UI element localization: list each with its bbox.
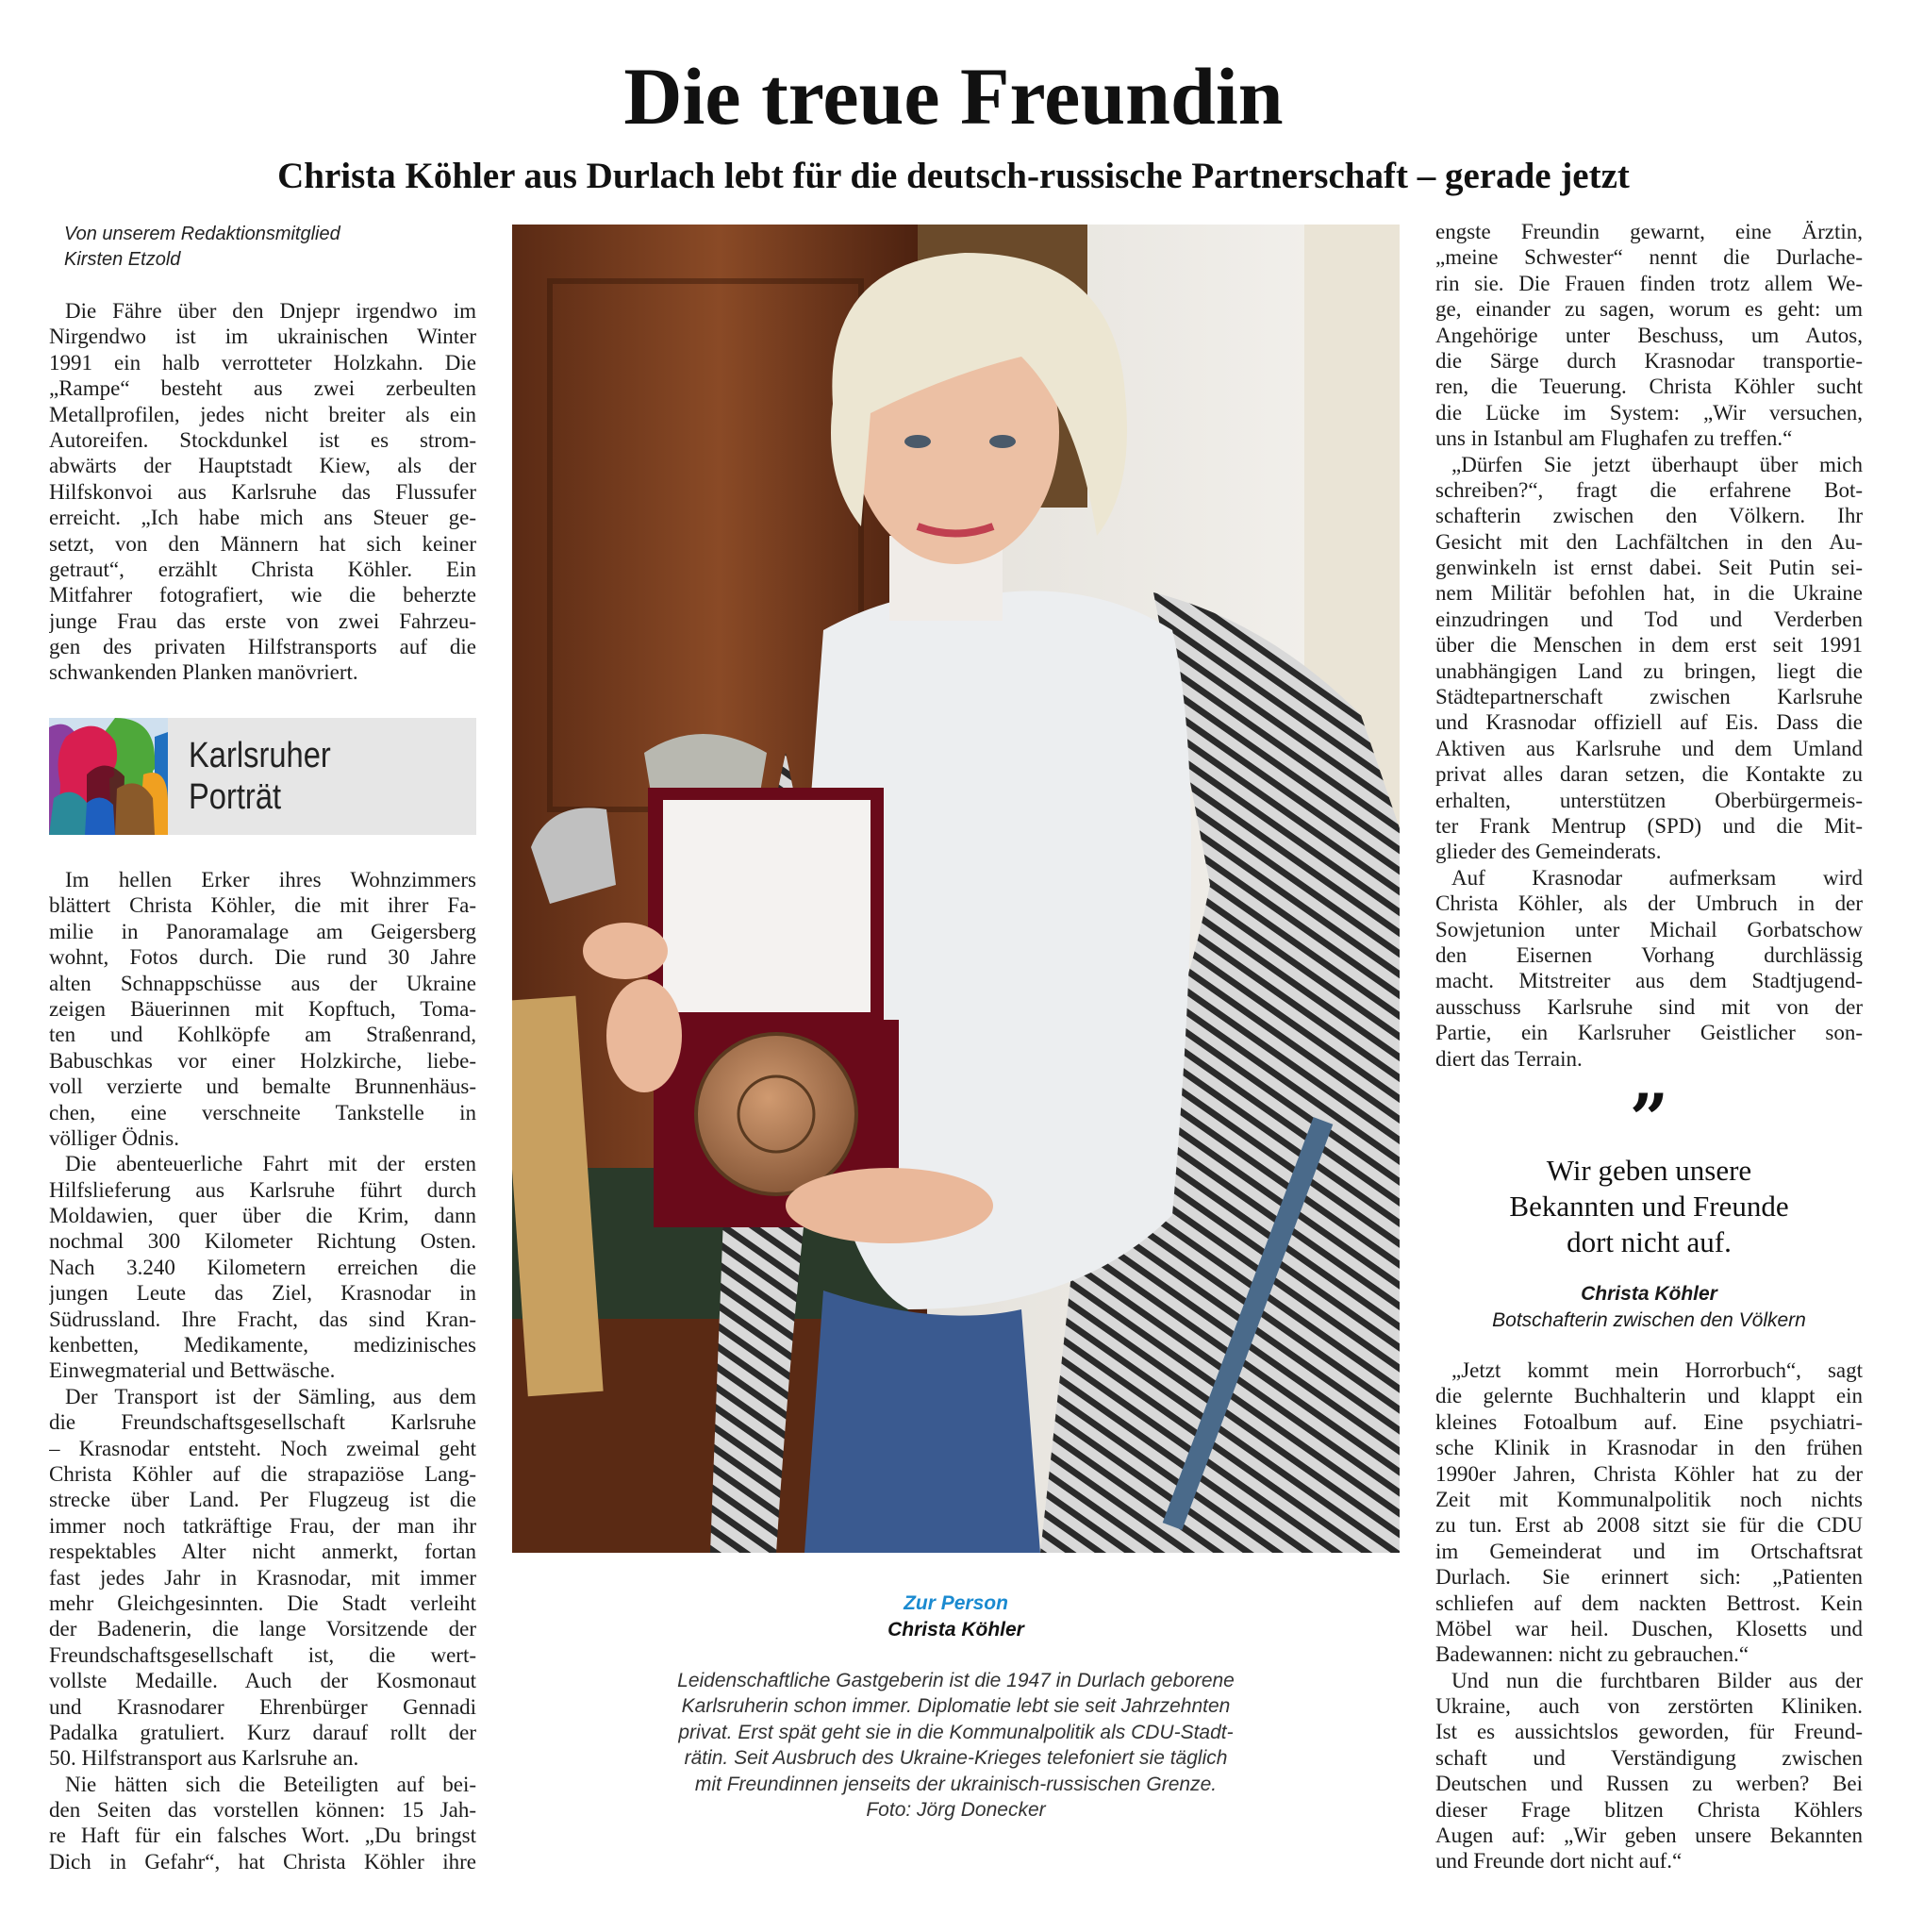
- text-line: die Freundschaftsgesellschaft Karlsruhe: [49, 1410, 476, 1435]
- caption-line: privat. Erst spät geht sie in die Kommunalpolitik als CDU-Stadt-: [678, 1721, 1234, 1743]
- text-line: und Krasnodarer Ehrenbürger Gennadi: [49, 1694, 476, 1719]
- caption-line: rätin. Seit Ausbruch des Ukraine-Krieges telefoniert sie täglich: [684, 1747, 1228, 1770]
- paragraph: [1435, 865, 1863, 1072]
- caption-line: Leidenschaftliche Gastgeberin ist die 1947 in Durlach geborene: [677, 1670, 1235, 1691]
- pull-quote: [1435, 1153, 1863, 1260]
- text-line: den Eisernen Vorhang durchlässig: [1435, 942, 1863, 967]
- paragraph: [1435, 219, 1863, 452]
- text-line: Einwegmaterial und Bettwäsche.: [49, 1358, 336, 1383]
- text-line: und Krasnodar offiziell auf Eis. Dass die: [1435, 710, 1863, 735]
- caption-line: Karlsruherin schon immer. Diplomatie lebt sie seit Jahrzehnten: [681, 1695, 1231, 1718]
- text-line: gen des privaten Hilfstransports auf die: [49, 635, 476, 659]
- photo-credit: Foto: Jörg Donecker: [866, 1799, 1046, 1822]
- text-line: ausschuss Karlsruhe sind mit von der: [1435, 994, 1863, 1019]
- pull-quote-attribution-role: Botschafterin zwischen den Völkern: [1492, 1309, 1806, 1331]
- text-line: Mitfahrer fotografiert, wie die beherzte: [49, 583, 476, 608]
- text-line: Zeit mit Kommunalpolitik noch nichts: [1435, 1487, 1863, 1511]
- text-line: Sowjetunion unter Michail Gorbatschow: [1435, 917, 1863, 941]
- text-line: Badewannen: nicht zu gebrauchen.“: [1435, 1642, 1749, 1667]
- text-line: uns in Istanbul am Flughafen zu treffen.“: [1435, 426, 1793, 451]
- text-line: vollste Medaille. Auch der Kosmonaut: [49, 1669, 476, 1693]
- text-line: 1991 ein halb verrotteter Holzkahn. Die: [49, 350, 476, 375]
- text-line: junge Frau das erste von zwei Fahrzeu-: [49, 608, 476, 633]
- text-line: diert das Terrain.: [1435, 1046, 1583, 1071]
- text-line: blättert Christa Köhler, die mit ihrer Fa-: [49, 893, 476, 918]
- byline-label: Von unserem Redaktionsmitglied: [64, 224, 340, 244]
- text-line: 50. Hilfstransport aus Karlsruhe an.: [49, 1746, 359, 1771]
- byline-author: Kirsten Etzold: [64, 249, 181, 270]
- text-line: Nie hätten sich die Beteiligten auf bei-: [65, 1772, 476, 1796]
- text-line: abwärts der Hauptstadt Kiew, als der: [49, 454, 476, 478]
- text-line: die Lücke im System: „Wir versuchen,: [1435, 400, 1863, 425]
- headline: Die treue Freundin: [623, 51, 1284, 142]
- paragraph: [1435, 1668, 1863, 1874]
- text-line: Partie, ein Karlsruher Geistlicher son-: [1435, 1021, 1863, 1045]
- text-line: voll verzierte und bemalte Brunnenhäus-: [49, 1074, 476, 1099]
- rubric-karlsruher-portraet: [49, 718, 476, 835]
- text-line: Autoreifen. Stockdunkel ist es strom-: [49, 427, 476, 452]
- text-line: Die Fähre über den Dnjepr irgendwo im: [65, 299, 476, 323]
- paragraph: [49, 1384, 476, 1772]
- text-line: Nirgendwo ist im ukrainischen Winter: [49, 325, 476, 349]
- text-line: Nach 3.240 Kilometern erreichen die: [49, 1255, 476, 1279]
- text-line: unabhängigen Land zu bringen, liegt die: [1435, 658, 1863, 683]
- text-line: erhalten, unterstützen Oberbürgermeis-: [1435, 788, 1863, 812]
- rubric-line-1: Karlsruher: [189, 736, 331, 775]
- text-line: schafterin zwischen den Völkern. Ihr: [1435, 504, 1863, 528]
- rubric-title: [189, 735, 331, 818]
- text-line: ter Frank Mentrup (SPD) und die Mit-: [1435, 813, 1863, 838]
- text-line: milie in Panoramalage am Geigersberg: [49, 919, 476, 943]
- pull-quote-line: Bekannten und Freunde: [1509, 1190, 1789, 1223]
- text-line: Hilfslieferung aus Karlsruhe führt durch: [49, 1177, 476, 1202]
- text-line: rin sie. Die Frauen finden trotz allem We-: [1435, 271, 1863, 295]
- text-line: Durlach. Sie erinnert sich: „Patienten: [1435, 1565, 1863, 1590]
- text-line: setzt, von den Männern hat sich keiner: [49, 531, 476, 556]
- photo-christa-koehler-with-medal: [512, 225, 1400, 1553]
- text-line: einzudringen und Tod und Verderben: [1435, 607, 1863, 631]
- pull-quote-attribution-name: Christa Köhler: [1581, 1283, 1717, 1305]
- text-line: wohnt, Fotos durch. Die rund 30 Jahre: [49, 945, 476, 970]
- text-line: genwinkeln ist ernst dabei. Seit Putin sei-: [1435, 556, 1863, 580]
- text-line: Christa Köhler, als der Umbruch in der: [1435, 891, 1863, 916]
- text-line: zeigen Bäuerinnen mit Kopftuch, Toma-: [49, 996, 476, 1021]
- text-line: schreiben?“, fragt die erfahrene Bot-: [1435, 477, 1863, 502]
- text-line: Dich in Gefahr“, hat Christa Köhler ihre: [49, 1849, 476, 1874]
- text-line: kenbetten, Medikamente, medizinisches: [49, 1333, 476, 1357]
- text-line: schliefen auf dem nackten Bettrost. Kein: [1435, 1591, 1863, 1615]
- text-line: völliger Ödnis.: [49, 1125, 179, 1150]
- silhouettes-logo-icon: [49, 718, 168, 835]
- text-line: respektables Alter nicht anmerkt, fortan: [49, 1540, 476, 1564]
- text-line: „meine Schwester“ nennt die Durlache-: [1435, 245, 1863, 270]
- text-line: ren, die Teuerung. Christa Köhler sucht: [1435, 375, 1863, 399]
- text-line: der Badenerin, die lange Vorsitzende der: [49, 1617, 476, 1641]
- text-line: – Krasnodar entsteht. Noch zweimal geht: [49, 1436, 476, 1460]
- text-line: Auf Krasnodar aufmerksam wird: [1451, 865, 1863, 890]
- text-line: „Rampe“ besteht aus zwei zerbeulten: [49, 376, 476, 401]
- text-line: dieser Frage blitzen Christa Köhlers: [1435, 1797, 1863, 1822]
- text-line: die gelernte Buchhalterin und klappt ein: [1435, 1384, 1863, 1408]
- caption-kicker: Zur Person: [904, 1592, 1008, 1614]
- text-line: schaft und Verständigung zwischen: [1435, 1745, 1863, 1770]
- text-line: Und nun die furchtbaren Bilder aus der: [1451, 1668, 1863, 1692]
- text-line: sche Klinik in Krasnodar in den frühen: [1435, 1436, 1863, 1460]
- pull-quote-line: Wir geben unsere: [1546, 1154, 1752, 1187]
- text-line: macht. Mitstreiter aus dem Stadtjugend-: [1435, 969, 1863, 993]
- text-line: engste Freundin gewarnt, eine Ärztin,: [1435, 220, 1863, 243]
- text-line: re Haft für ein falsches Wort. „Du bringst: [49, 1824, 476, 1848]
- rubric-line-2: Porträt: [189, 777, 282, 817]
- text-line: immer noch tatkräftige Frau, der man ihr: [49, 1513, 476, 1538]
- text-line: privat alles daran setzen, die Kontakte zu: [1435, 762, 1863, 787]
- text-line: fast jedes Jahr in Krasnodar, mit immer: [49, 1565, 476, 1590]
- caption-name: Christa Köhler: [887, 1619, 1024, 1641]
- text-line: zu tun. Erst ab 2008 sitzt sie für die CDU: [1435, 1513, 1863, 1538]
- photo-caption: [512, 1668, 1400, 1823]
- text-line: Südrussland. Ihre Fracht, das sind Kran-: [49, 1307, 476, 1331]
- text-line: glieder des Gemeinderats.: [1435, 840, 1662, 864]
- text-line: Städtepartnerschaft zwischen Karlsruhe: [1435, 685, 1863, 709]
- text-line: getraut“, erzählt Christa Köhler. Ein: [49, 557, 476, 581]
- text-line: Möbel war heil. Duschen, Klosetts und: [1435, 1616, 1863, 1641]
- text-line: die Särge durch Krasnodar transportie-: [1435, 348, 1863, 373]
- text-line: Angehörige unter Beschuss, um Autos,: [1435, 323, 1863, 347]
- text-line: Ist es aussichtslos geworden, für Freund-: [1435, 1720, 1863, 1744]
- text-line: Freundschaftsgesellschaft ist, die wert-: [49, 1642, 476, 1667]
- text-line: strecke über Land. Per Flugzeug ist die: [49, 1488, 476, 1512]
- text-line: und Freunde dort nicht auf.“: [1435, 1849, 1683, 1874]
- text-line: schwankenden Planken manövriert.: [49, 660, 358, 685]
- text-line: Babuschkas vor einer Holzkirche, liebe-: [49, 1048, 476, 1073]
- text-line: kleines Fotoalbum auf. Eine psychiatri-: [1435, 1409, 1863, 1434]
- text-line: Padalka gratuliert. Kurz darauf rollt der: [49, 1720, 476, 1744]
- text-line: alten Schnappschüsse aus der Ukraine: [49, 971, 476, 995]
- text-line: „Dürfen Sie jetzt überhaupt über mich: [1451, 452, 1863, 476]
- text-line: Hilfskonvoi aus Karlsruhe das Flussufer: [49, 479, 476, 504]
- text-line: jungen Leute das Ziel, Krasnodar in: [49, 1281, 476, 1306]
- text-line: 1990er Jahren, Christa Köhler hat zu der: [1435, 1461, 1863, 1486]
- text-line: „Jetzt kommt mein Horrorbuch“, sagt: [1451, 1358, 1863, 1382]
- text-line: über die Menschen in dem erst seit 1991: [1435, 633, 1863, 658]
- paragraph: [49, 867, 476, 1151]
- right-column-top: [1435, 219, 1863, 1072]
- paragraph: [1435, 452, 1863, 865]
- text-line: im Gemeinderat und im Ortschaftsrat: [1435, 1539, 1863, 1563]
- text-line: den Seiten das vorstellen können: 15 Jah-: [49, 1798, 476, 1823]
- text-line: ten und Kohlköpfe am Straßenrand,: [49, 1023, 476, 1047]
- text-line: mehr Gleichgesinnten. Die Stadt verleiht: [49, 1591, 476, 1615]
- text-line: Die abenteuerliche Fahrt mit der ersten: [65, 1152, 476, 1176]
- subheadline: Christa Köhler aus Durlach lebt für die deutsch-russische Partnerschaft – gerade jetzt: [277, 156, 1630, 196]
- text-line: Metallprofilen, jedes nicht breiter als ein: [49, 402, 476, 426]
- paragraph: [49, 298, 476, 686]
- right-column-bottom: [1435, 1357, 1863, 1874]
- quote-mark-icon: ”: [1629, 1078, 1669, 1158]
- text-line: Christa Köhler auf die strapaziöse Lang-: [49, 1461, 476, 1486]
- text-line: nem Militär befohlen hat, in die Ukraine: [1435, 581, 1863, 606]
- text-line: Der Transport ist der Sämling, aus dem: [65, 1384, 476, 1408]
- pull-quote-line: dort nicht auf.: [1567, 1225, 1732, 1258]
- text-line: chen, eine verschneite Tankstelle in: [49, 1100, 476, 1124]
- text-line: Deutschen und Russen zu werben? Bei: [1435, 1772, 1863, 1796]
- caption-line: mit Freundinnen jenseits der ukrainisch-russischen Grenze.: [694, 1773, 1218, 1795]
- text-line: Moldawien, quer über die Krim, dann: [49, 1204, 476, 1228]
- left-column-intro: [49, 298, 476, 686]
- text-line: Ukraine, auch von zerstörten Kliniken.: [1435, 1694, 1863, 1719]
- paragraph: [49, 1772, 476, 1875]
- paragraph: [49, 1151, 476, 1384]
- text-line: Im hellen Erker ihres Wohnzimmers: [65, 868, 476, 891]
- text-line: ge, einander zu sagen, worum es geht: um: [1435, 297, 1863, 322]
- text-line: Aktiven aus Karlsruhe und dem Umland: [1435, 736, 1863, 760]
- paragraph: [1435, 1357, 1863, 1668]
- left-column-body: [49, 867, 476, 1874]
- text-line: Augen auf: „Wir geben unsere Bekannten: [1435, 1824, 1863, 1848]
- text-line: nochmal 300 Kilometer Richtung Osten.: [49, 1229, 476, 1254]
- byline: [64, 222, 340, 273]
- text-line: erreicht. „Ich habe mich ans Steuer ge-: [49, 506, 476, 530]
- text-line: Gesicht mit den Lachfältchen in den Au-: [1435, 529, 1863, 554]
